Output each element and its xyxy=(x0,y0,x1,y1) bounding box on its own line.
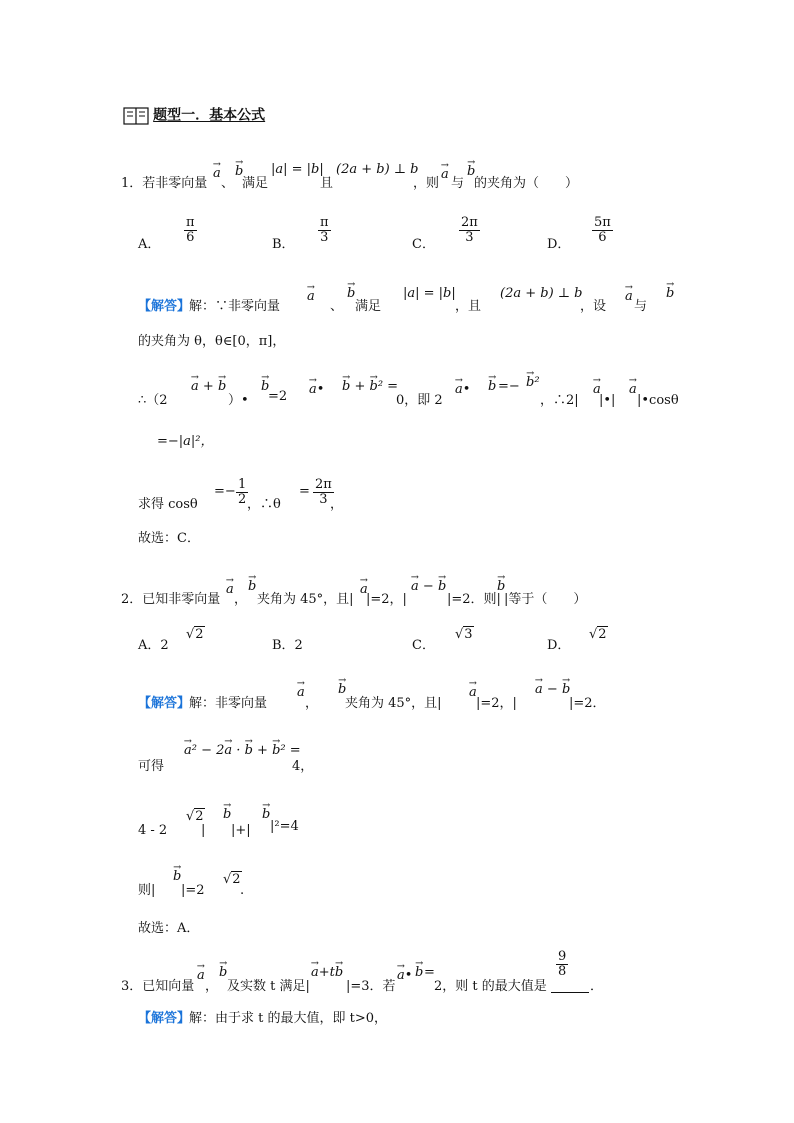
vec-a: → a xyxy=(441,168,449,181)
q1-option-a: A． xyxy=(138,237,161,252)
q1-stem-a: 1．若非零向量 xyxy=(121,176,208,191)
vec-b: → b xyxy=(347,287,355,300)
q2-option-c: C． xyxy=(412,638,435,653)
q3-stem-a: 3．已知向量 xyxy=(121,979,195,994)
vec-b: → b xyxy=(235,165,243,178)
q1-solution-tag: 【解答】 xyxy=(138,299,191,314)
q1-cond-1: |a| = |b| xyxy=(271,162,324,177)
q2-option-d: D． xyxy=(547,638,571,653)
vec-a: → a xyxy=(307,290,315,303)
vec-a: → a xyxy=(625,290,633,303)
q1-option-d: D． xyxy=(547,237,571,252)
q1-option-c-value: $\frac{2\pi}{3}$ xyxy=(461,215,478,245)
q1-option-d-value: $\frac{5\pi}{6}$ xyxy=(594,215,611,245)
q2-answer: 故选：A． xyxy=(138,921,200,936)
q2-option-a-value: √2 xyxy=(186,627,204,642)
q1-option-a-value: $\frac{\pi}{6}$ xyxy=(186,215,195,245)
q2-solution-tag: 【解答】 xyxy=(138,696,191,711)
q1-option-c: C． xyxy=(412,237,435,252)
q2-option-a: A．2 xyxy=(138,638,169,653)
q3-answer-blank xyxy=(551,978,589,993)
q2-option-b: B．2 xyxy=(272,638,303,653)
book-icon xyxy=(123,106,149,126)
q1-option-b-value: $\frac{\pi}{3}$ xyxy=(320,215,329,245)
vec-b: → b xyxy=(467,165,475,178)
q2-stem-a: 2．已知非零向量 xyxy=(121,592,221,607)
q1-answer: 故选：C． xyxy=(138,531,200,546)
q2-option-d-value: √2 xyxy=(589,627,607,642)
q1-cond-2: (2a + b) ⊥ b xyxy=(336,162,419,177)
q2-option-c-value: √3 xyxy=(455,627,473,642)
vec-a: → a xyxy=(213,167,221,180)
section-header xyxy=(123,106,265,126)
q3-solution-tag: 【解答】 xyxy=(138,1011,191,1026)
vec-b: → b xyxy=(666,287,674,300)
section-title: 题型一．基本公式 xyxy=(153,107,266,124)
q3-answer-value: $\frac{9}{8}$ xyxy=(558,949,567,979)
q1-option-b: B． xyxy=(272,237,295,252)
